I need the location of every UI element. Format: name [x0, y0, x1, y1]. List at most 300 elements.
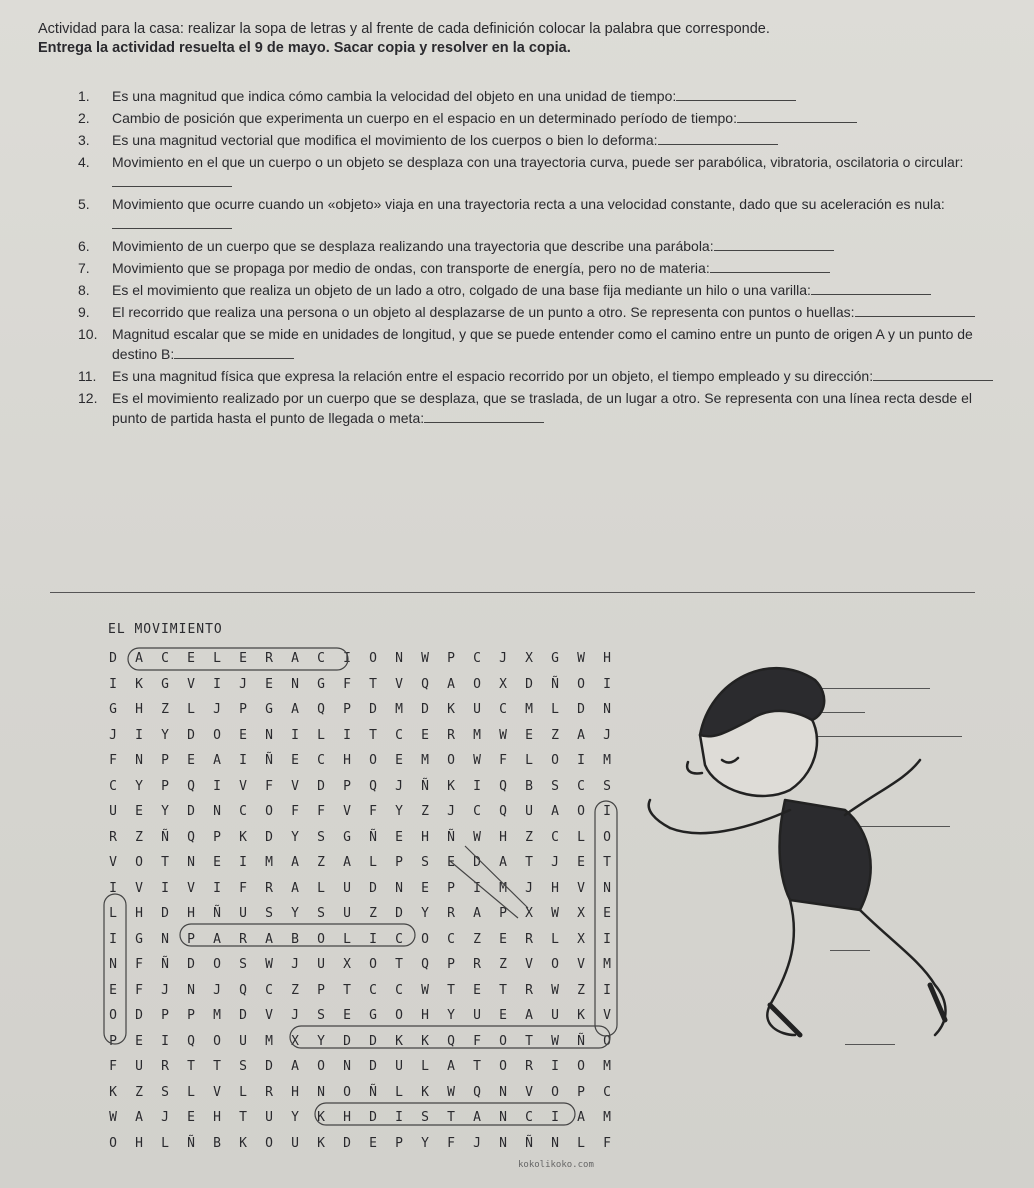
grid-letter[interactable]: E	[447, 855, 455, 871]
grid-letter[interactable]: W	[499, 727, 507, 743]
grid-letter[interactable]: J	[603, 727, 611, 743]
grid-letter[interactable]: H	[135, 906, 143, 922]
grid-letter[interactable]: J	[499, 651, 507, 667]
grid-letter[interactable]: P	[343, 702, 351, 718]
grid-letter[interactable]: I	[603, 982, 611, 998]
grid-letter[interactable]: O	[369, 753, 377, 769]
grid-letter[interactable]: A	[213, 753, 221, 769]
grid-letter[interactable]: J	[109, 727, 117, 743]
grid-letter[interactable]: D	[369, 1110, 377, 1126]
grid-letter[interactable]: A	[291, 880, 299, 896]
grid-letter[interactable]: E	[239, 651, 247, 667]
grid-letter[interactable]: Y	[317, 1033, 325, 1049]
answer-blank[interactable]	[658, 132, 778, 145]
grid-letter[interactable]: O	[213, 727, 221, 743]
grid-letter[interactable]: L	[577, 829, 585, 845]
grid-letter[interactable]: N	[395, 651, 403, 667]
answer-blank[interactable]	[174, 346, 294, 359]
grid-letter[interactable]: Ñ	[161, 829, 169, 845]
grid-letter[interactable]: A	[135, 1110, 143, 1126]
grid-letter[interactable]: E	[421, 727, 429, 743]
grid-letter[interactable]: H	[135, 1135, 143, 1151]
grid-letter[interactable]: O	[213, 957, 221, 973]
grid-letter[interactable]: I	[135, 727, 143, 743]
grid-letter[interactable]: L	[551, 931, 559, 947]
grid-letter[interactable]: K	[421, 1033, 429, 1049]
grid-letter[interactable]: G	[265, 702, 273, 718]
grid-letter[interactable]: G	[369, 1008, 377, 1024]
grid-letter[interactable]: F	[109, 753, 117, 769]
grid-letter[interactable]: I	[213, 778, 221, 794]
grid-letter[interactable]: P	[213, 829, 221, 845]
grid-letter[interactable]: H	[213, 1110, 221, 1126]
grid-letter[interactable]: F	[135, 957, 143, 973]
grid-letter[interactable]: E	[473, 982, 481, 998]
grid-letter[interactable]: P	[161, 778, 169, 794]
grid-letter[interactable]: T	[343, 982, 351, 998]
grid-letter[interactable]: E	[421, 880, 429, 896]
grid-letter[interactable]: J	[473, 1135, 481, 1151]
grid-letter[interactable]: K	[447, 702, 455, 718]
grid-letter[interactable]: K	[109, 1084, 117, 1100]
grid-letter[interactable]: J	[291, 1008, 299, 1024]
grid-letter[interactable]: Z	[317, 855, 325, 871]
grid-letter[interactable]: K	[239, 829, 247, 845]
grid-letter[interactable]: Q	[187, 778, 195, 794]
grid-letter[interactable]: R	[525, 1059, 533, 1075]
grid-letter[interactable]: R	[161, 1059, 169, 1075]
grid-letter[interactable]: S	[317, 906, 325, 922]
grid-letter[interactable]: F	[135, 982, 143, 998]
grid-letter[interactable]: T	[395, 957, 403, 973]
grid-letter[interactable]: Q	[421, 957, 429, 973]
grid-letter[interactable]: X	[343, 957, 351, 973]
grid-letter[interactable]: T	[473, 1059, 481, 1075]
grid-letter[interactable]: O	[577, 804, 585, 820]
grid-letter[interactable]: U	[109, 804, 117, 820]
grid-letter[interactable]: A	[265, 931, 273, 947]
grid-letter[interactable]: I	[239, 855, 247, 871]
grid-letter[interactable]: S	[265, 906, 273, 922]
grid-letter[interactable]: D	[317, 778, 325, 794]
grid-letter[interactable]: Ñ	[525, 1135, 533, 1151]
grid-letter[interactable]: Q	[239, 982, 247, 998]
grid-letter[interactable]: N	[603, 702, 611, 718]
grid-letter[interactable]: Ñ	[369, 829, 377, 845]
grid-letter[interactable]: C	[603, 1084, 611, 1100]
grid-letter[interactable]: N	[291, 676, 299, 692]
grid-letter[interactable]: D	[369, 702, 377, 718]
grid-letter[interactable]: R	[447, 906, 455, 922]
grid-letter[interactable]: M	[213, 1008, 221, 1024]
grid-letter[interactable]: Z	[473, 931, 481, 947]
grid-letter[interactable]: G	[317, 676, 325, 692]
grid-letter[interactable]: V	[187, 880, 195, 896]
grid-letter[interactable]: A	[551, 804, 559, 820]
grid-letter[interactable]: I	[161, 1033, 169, 1049]
grid-letter[interactable]: D	[187, 804, 195, 820]
grid-letter[interactable]: N	[343, 1059, 351, 1075]
grid-letter[interactable]: Q	[447, 1033, 455, 1049]
grid-letter[interactable]: I	[239, 753, 247, 769]
grid-letter[interactable]: I	[109, 931, 117, 947]
grid-letter[interactable]: S	[317, 1008, 325, 1024]
grid-letter[interactable]: A	[213, 931, 221, 947]
grid-letter[interactable]: E	[187, 1110, 195, 1126]
grid-letter[interactable]: G	[109, 702, 117, 718]
grid-letter[interactable]: P	[499, 906, 507, 922]
grid-letter[interactable]: R	[447, 727, 455, 743]
grid-letter[interactable]: J	[161, 982, 169, 998]
grid-letter[interactable]: Q	[317, 702, 325, 718]
grid-letter[interactable]: W	[473, 753, 481, 769]
grid-letter[interactable]: L	[577, 1135, 585, 1151]
grid-letter[interactable]: S	[239, 957, 247, 973]
grid-letter[interactable]: Q	[187, 829, 195, 845]
grid-letter[interactable]: Ñ	[369, 1084, 377, 1100]
grid-letter[interactable]: E	[343, 1008, 351, 1024]
grid-letter[interactable]: S	[239, 1059, 247, 1075]
grid-letter[interactable]: I	[473, 778, 481, 794]
grid-letter[interactable]: E	[135, 1033, 143, 1049]
grid-letter[interactable]: K	[239, 1135, 247, 1151]
grid-letter[interactable]: T	[447, 1110, 455, 1126]
grid-letter[interactable]: Z	[525, 829, 533, 845]
grid-letter[interactable]: X	[499, 676, 507, 692]
grid-letter[interactable]: P	[577, 1084, 585, 1100]
grid-letter[interactable]: Ñ	[213, 906, 221, 922]
grid-letter[interactable]: V	[187, 676, 195, 692]
grid-letter[interactable]: O	[447, 753, 455, 769]
grid-letter[interactable]: O	[317, 1059, 325, 1075]
grid-letter[interactable]: C	[265, 982, 273, 998]
grid-letter[interactable]: T	[239, 1110, 247, 1126]
grid-letter[interactable]: D	[239, 1008, 247, 1024]
grid-letter[interactable]: E	[395, 829, 403, 845]
grid-letter[interactable]: A	[291, 1059, 299, 1075]
grid-letter[interactable]: W	[447, 1084, 455, 1100]
grid-letter[interactable]: M	[525, 702, 533, 718]
grid-letter[interactable]: Z	[421, 804, 429, 820]
grid-letter[interactable]: N	[603, 880, 611, 896]
grid-letter[interactable]: K	[135, 676, 143, 692]
grid-letter[interactable]: V	[577, 880, 585, 896]
grid-letter[interactable]: H	[603, 651, 611, 667]
grid-letter[interactable]: L	[317, 727, 325, 743]
answer-blank[interactable]	[710, 260, 830, 273]
grid-letter[interactable]: O	[395, 1008, 403, 1024]
grid-letter[interactable]: E	[291, 753, 299, 769]
grid-letter[interactable]: L	[187, 702, 195, 718]
grid-letter[interactable]: E	[499, 931, 507, 947]
grid-letter[interactable]: L	[421, 1059, 429, 1075]
grid-letter[interactable]: D	[525, 676, 533, 692]
grid-letter[interactable]: V	[213, 1084, 221, 1100]
grid-letter[interactable]: T	[161, 855, 169, 871]
grid-letter[interactable]: O	[551, 957, 559, 973]
grid-letter[interactable]: D	[135, 1008, 143, 1024]
grid-letter[interactable]: D	[369, 1059, 377, 1075]
grid-letter[interactable]: N	[499, 1110, 507, 1126]
grid-letter[interactable]: J	[551, 855, 559, 871]
grid-letter[interactable]: N	[317, 1084, 325, 1100]
grid-letter[interactable]: L	[109, 906, 117, 922]
grid-letter[interactable]: D	[265, 1059, 273, 1075]
grid-letter[interactable]: C	[395, 931, 403, 947]
grid-letter[interactable]: R	[473, 957, 481, 973]
grid-letter[interactable]: K	[447, 778, 455, 794]
grid-letter[interactable]: L	[551, 702, 559, 718]
grid-letter[interactable]: I	[343, 727, 351, 743]
grid-letter[interactable]: T	[213, 1059, 221, 1075]
grid-letter[interactable]: L	[161, 1135, 169, 1151]
grid-letter[interactable]: E	[239, 727, 247, 743]
grid-letter[interactable]: I	[109, 676, 117, 692]
grid-letter[interactable]: C	[395, 982, 403, 998]
grid-letter[interactable]: Ñ	[421, 778, 429, 794]
grid-letter[interactable]: U	[239, 1033, 247, 1049]
grid-letter[interactable]: K	[577, 1008, 585, 1024]
grid-letter[interactable]: A	[473, 906, 481, 922]
grid-letter[interactable]: T	[603, 855, 611, 871]
answer-blank[interactable]	[714, 238, 834, 251]
grid-letter[interactable]: V	[395, 676, 403, 692]
grid-letter[interactable]: U	[317, 957, 325, 973]
grid-letter[interactable]: L	[213, 651, 221, 667]
grid-letter[interactable]: E	[603, 906, 611, 922]
grid-letter[interactable]: V	[109, 855, 117, 871]
grid-letter[interactable]: T	[369, 727, 377, 743]
answer-blank[interactable]	[855, 304, 975, 317]
grid-letter[interactable]: J	[161, 1110, 169, 1126]
grid-letter[interactable]: U	[265, 1110, 273, 1126]
grid-letter[interactable]: M	[603, 1110, 611, 1126]
grid-letter[interactable]: S	[603, 778, 611, 794]
grid-letter[interactable]: F	[499, 753, 507, 769]
grid-letter[interactable]: U	[473, 702, 481, 718]
grid-letter[interactable]: Q	[473, 1084, 481, 1100]
grid-letter[interactable]: M	[265, 1033, 273, 1049]
grid-letter[interactable]: R	[265, 1084, 273, 1100]
grid-letter[interactable]: E	[187, 651, 195, 667]
grid-letter[interactable]: O	[421, 931, 429, 947]
grid-letter[interactable]: R	[109, 829, 117, 845]
grid-letter[interactable]: H	[551, 880, 559, 896]
grid-letter[interactable]: L	[525, 753, 533, 769]
grid-letter[interactable]: C	[317, 651, 325, 667]
grid-letter[interactable]: O	[343, 1084, 351, 1100]
grid-letter[interactable]: I	[213, 676, 221, 692]
grid-letter[interactable]: J	[213, 982, 221, 998]
grid-letter[interactable]: Z	[369, 906, 377, 922]
grid-letter[interactable]: E	[109, 982, 117, 998]
grid-letter[interactable]: O	[369, 651, 377, 667]
grid-letter[interactable]: U	[239, 906, 247, 922]
grid-letter[interactable]: E	[369, 1135, 377, 1151]
grid-letter[interactable]: V	[265, 1008, 273, 1024]
grid-letter[interactable]: P	[395, 1135, 403, 1151]
grid-letter[interactable]: I	[213, 880, 221, 896]
grid-letter[interactable]: D	[577, 702, 585, 718]
grid-letter[interactable]: G	[161, 676, 169, 692]
grid-letter[interactable]: M	[603, 1059, 611, 1075]
grid-letter[interactable]: U	[551, 1008, 559, 1024]
grid-letter[interactable]: D	[161, 906, 169, 922]
grid-letter[interactable]: Ñ	[187, 1135, 195, 1151]
grid-letter[interactable]: Z	[161, 702, 169, 718]
grid-letter[interactable]: O	[369, 957, 377, 973]
grid-letter[interactable]: G	[135, 931, 143, 947]
grid-letter[interactable]: Z	[135, 1084, 143, 1100]
grid-letter[interactable]: I	[551, 1110, 559, 1126]
grid-letter[interactable]: J	[239, 676, 247, 692]
grid-letter[interactable]: I	[577, 753, 585, 769]
answer-blank[interactable]	[676, 88, 796, 101]
grid-letter[interactable]: J	[395, 778, 403, 794]
grid-letter[interactable]: I	[473, 880, 481, 896]
grid-letter[interactable]: D	[187, 957, 195, 973]
grid-letter[interactable]: A	[291, 855, 299, 871]
grid-letter[interactable]: C	[109, 778, 117, 794]
grid-letter[interactable]: C	[369, 982, 377, 998]
grid-letter[interactable]: Y	[161, 804, 169, 820]
grid-letter[interactable]: S	[421, 855, 429, 871]
grid-letter[interactable]: U	[343, 906, 351, 922]
grid-letter[interactable]: A	[525, 1008, 533, 1024]
grid-letter[interactable]: I	[603, 804, 611, 820]
grid-letter[interactable]: N	[161, 931, 169, 947]
grid-letter[interactable]: P	[447, 957, 455, 973]
grid-letter[interactable]: U	[525, 804, 533, 820]
grid-letter[interactable]: V	[239, 778, 247, 794]
grid-letter[interactable]: D	[395, 906, 403, 922]
grid-letter[interactable]: F	[109, 1059, 117, 1075]
grid-letter[interactable]: O	[499, 1033, 507, 1049]
grid-letter[interactable]: C	[577, 778, 585, 794]
answer-blank[interactable]	[873, 368, 993, 381]
grid-letter[interactable]: L	[187, 1084, 195, 1100]
grid-letter[interactable]: V	[135, 880, 143, 896]
grid-letter[interactable]: T	[499, 982, 507, 998]
grid-letter[interactable]: R	[525, 982, 533, 998]
grid-letter[interactable]: W	[265, 957, 273, 973]
grid-letter[interactable]: X	[525, 651, 533, 667]
grid-letter[interactable]: N	[187, 855, 195, 871]
grid-letter[interactable]: L	[369, 855, 377, 871]
grid-letter[interactable]: O	[603, 829, 611, 845]
grid-letter[interactable]: H	[343, 1110, 351, 1126]
grid-letter[interactable]: H	[343, 753, 351, 769]
grid-letter[interactable]: H	[291, 1084, 299, 1100]
grid-letter[interactable]: Z	[291, 982, 299, 998]
grid-letter[interactable]: N	[135, 753, 143, 769]
grid-letter[interactable]: D	[265, 829, 273, 845]
grid-letter[interactable]: I	[343, 651, 351, 667]
grid-letter[interactable]: M	[603, 753, 611, 769]
grid-letter[interactable]: N	[213, 804, 221, 820]
grid-letter[interactable]: P	[317, 982, 325, 998]
grid-letter[interactable]: O	[265, 1135, 273, 1151]
grid-letter[interactable]: T	[447, 982, 455, 998]
grid-letter[interactable]: M	[499, 880, 507, 896]
grid-letter[interactable]: B	[291, 931, 299, 947]
grid-letter[interactable]: H	[421, 829, 429, 845]
grid-letter[interactable]: O	[551, 753, 559, 769]
grid-letter[interactable]: D	[473, 855, 481, 871]
grid-letter[interactable]: Y	[447, 1008, 455, 1024]
grid-letter[interactable]: Y	[291, 1110, 299, 1126]
grid-letter[interactable]: I	[551, 1059, 559, 1075]
grid-letter[interactable]: Z	[499, 957, 507, 973]
grid-letter[interactable]: Ñ	[447, 829, 455, 845]
grid-letter[interactable]: I	[395, 1110, 403, 1126]
grid-letter[interactable]: F	[317, 804, 325, 820]
grid-letter[interactable]: S	[161, 1084, 169, 1100]
grid-letter[interactable]: Z	[577, 982, 585, 998]
grid-letter[interactable]: C	[317, 753, 325, 769]
grid-letter[interactable]: J	[213, 702, 221, 718]
grid-letter[interactable]: O	[473, 676, 481, 692]
grid-letter[interactable]: X	[291, 1033, 299, 1049]
grid-letter[interactable]: P	[161, 1008, 169, 1024]
grid-letter[interactable]: W	[421, 982, 429, 998]
grid-letter[interactable]: O	[577, 1059, 585, 1075]
grid-letter[interactable]: W	[551, 1033, 559, 1049]
grid-letter[interactable]: R	[239, 931, 247, 947]
grid-letter[interactable]: N	[109, 957, 117, 973]
grid-letter[interactable]: M	[473, 727, 481, 743]
grid-letter[interactable]: U	[473, 1008, 481, 1024]
grid-letter[interactable]: W	[421, 651, 429, 667]
grid-letter[interactable]: N	[551, 1135, 559, 1151]
grid-letter[interactable]: Ñ	[265, 753, 273, 769]
grid-letter[interactable]: F	[447, 1135, 455, 1151]
grid-letter[interactable]: N	[499, 1135, 507, 1151]
grid-letter[interactable]: Q	[369, 778, 377, 794]
grid-letter[interactable]: A	[473, 1110, 481, 1126]
grid-letter[interactable]: Ñ	[577, 1033, 585, 1049]
grid-letter[interactable]: I	[603, 676, 611, 692]
grid-letter[interactable]: L	[239, 1084, 247, 1100]
grid-letter[interactable]: K	[317, 1110, 325, 1126]
grid-letter[interactable]: S	[421, 1110, 429, 1126]
answer-blank[interactable]	[424, 410, 544, 423]
grid-letter[interactable]: Ñ	[161, 957, 169, 973]
grid-letter[interactable]: F	[239, 880, 247, 896]
grid-letter[interactable]: Z	[551, 727, 559, 743]
grid-letter[interactable]: A	[577, 1110, 585, 1126]
grid-letter[interactable]: E	[187, 753, 195, 769]
grid-letter[interactable]: U	[395, 1059, 403, 1075]
grid-letter[interactable]: D	[369, 1033, 377, 1049]
grid-letter[interactable]: W	[473, 829, 481, 845]
grid-letter[interactable]: D	[343, 1135, 351, 1151]
grid-letter[interactable]: F	[369, 804, 377, 820]
grid-letter[interactable]: X	[525, 906, 533, 922]
grid-letter[interactable]: D	[109, 651, 117, 667]
grid-letter[interactable]: V	[525, 1084, 533, 1100]
answer-blank[interactable]	[112, 174, 232, 187]
grid-letter[interactable]: L	[343, 931, 351, 947]
grid-letter[interactable]: C	[473, 804, 481, 820]
grid-letter[interactable]: A	[447, 676, 455, 692]
grid-letter[interactable]: A	[499, 855, 507, 871]
grid-letter[interactable]: O	[577, 676, 585, 692]
grid-letter[interactable]: O	[135, 855, 143, 871]
grid-letter[interactable]: E	[395, 753, 403, 769]
grid-letter[interactable]: A	[135, 651, 143, 667]
grid-letter[interactable]: C	[499, 702, 507, 718]
